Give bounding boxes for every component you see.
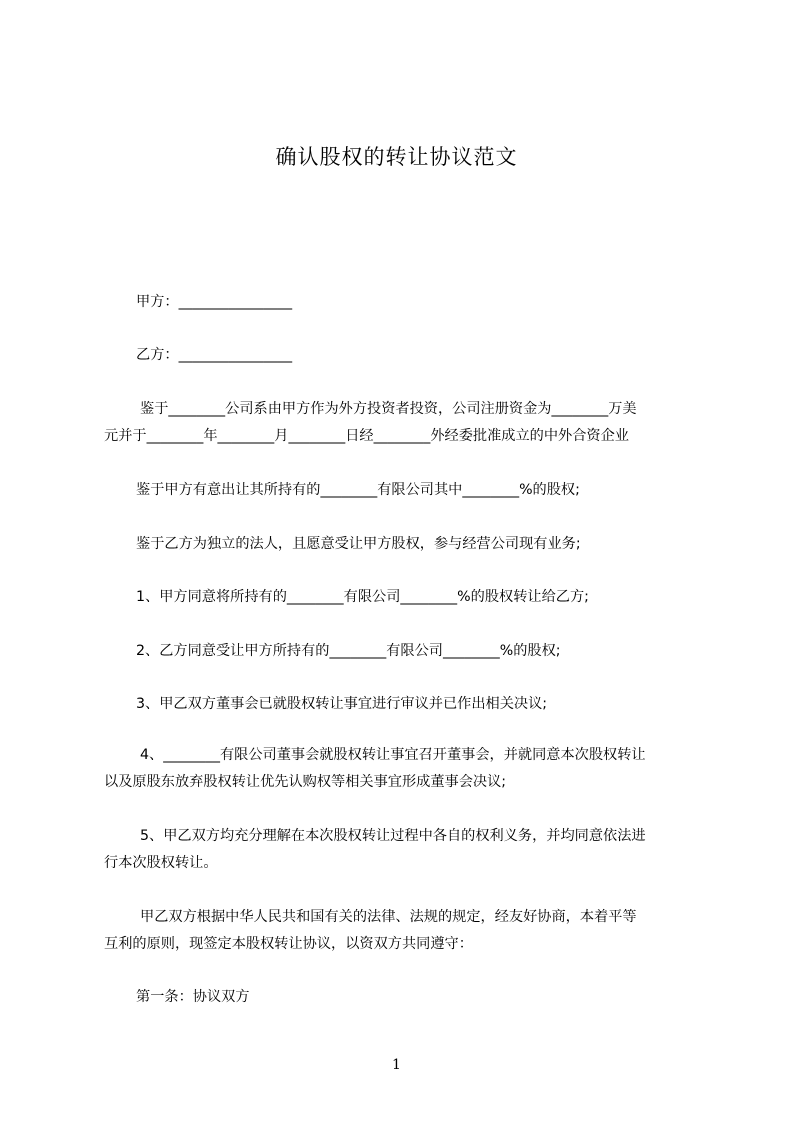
clause-2: 2、乙方同意受让甲方所持有的________有限公司________%的股权; xyxy=(136,643,561,659)
clause-1: 1、甲方同意将所持有的________有限公司________%的股权转让给乙方; xyxy=(136,589,589,605)
article-1-heading: 第一条：协议双方 xyxy=(136,989,250,1005)
recital-1-line-1: 鉴于________公司系由甲方作为外方投资者投资，公司注册资金为________万美 xyxy=(140,401,637,417)
recital-2: 鉴于甲方有意出让其所持有的________有限公司其中________%的股权; xyxy=(136,482,580,498)
page-number: 1 xyxy=(392,1057,401,1073)
clause-5-line-2: 行本次股权转让。 xyxy=(104,855,218,871)
clause-3: 3、甲乙双方董事会已就股权转让事宜进行审议并已作出相关决议; xyxy=(136,696,548,712)
clause-4-line-1: 4、________有限公司董事会就股权转让事宜召开董事会，并就同意本次股权转让 xyxy=(140,747,646,763)
party-a-line: 甲方：________________ xyxy=(136,294,293,310)
clause-5-line-1: 5、甲乙双方均充分理解在本次股权转让过程中各自的权利义务，并均同意依法进 xyxy=(140,828,646,844)
agreement-intro-line-2: 互利的原则，现签定本股权转让协议，以资双方共同遵守： xyxy=(104,936,473,952)
recital-1-line-2: 元并于________年________月________日经________外经委批准成立的中外合资企业 xyxy=(104,428,629,444)
recital-3: 鉴于乙方为独立的法人，且愿意受让甲方股权，参与经营公司现有业务; xyxy=(136,536,581,552)
clause-4-line-2: 以及原股东放弃股权转让优先认购权等相关事宜形成董事会决议; xyxy=(104,774,507,790)
party-b-line: 乙方：________________ xyxy=(136,347,293,363)
document-title: 确认股权的转让协议范文 xyxy=(275,145,518,169)
agreement-intro-line-1: 甲乙双方根据中华人民共和国有关的法律、法规的规定，经友好协商，本着平等 xyxy=(140,909,637,925)
